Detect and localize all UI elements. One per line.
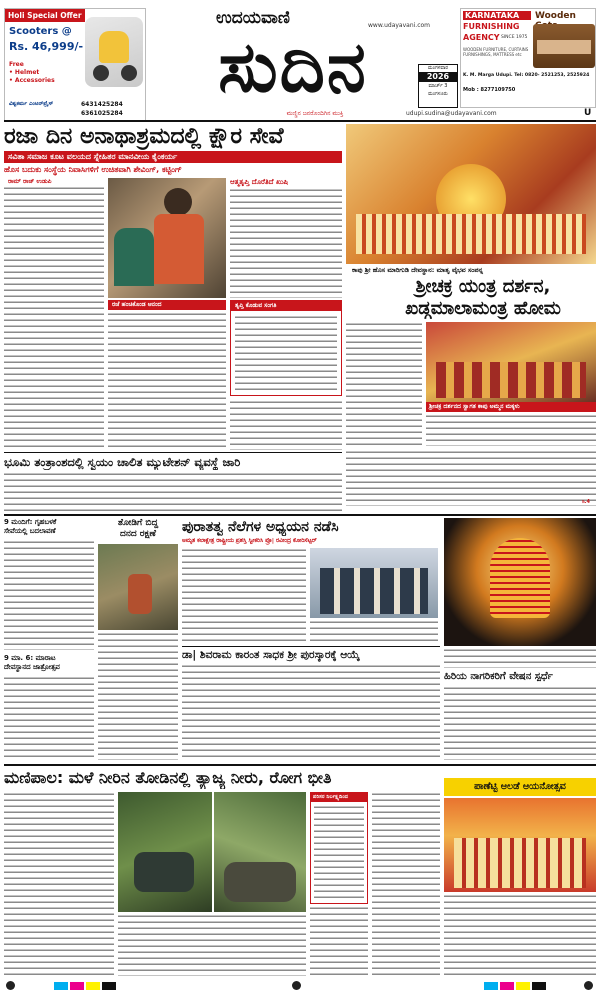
- date-box-year: 2026: [419, 72, 457, 82]
- hiriya-headline[interactable]: ಹಿರಿಯ ನಾಗರಿಕರಿಗೆ ವೇಷನ ಸ್ಪರ್ಧೆ: [444, 671, 553, 682]
- ad-left-scooter[interactable]: [4, 8, 146, 122]
- registration-mark: [292, 981, 301, 990]
- registration-mark: [6, 981, 15, 990]
- left-col-head-1b: ಸೇವೆಯಲ್ಲಿ ಬದಲಾವಣೆ: [4, 527, 56, 535]
- rule-1: [4, 452, 342, 453]
- manipal-body-2: [118, 914, 306, 976]
- ad-left-phone1: 6431425284: [81, 101, 123, 108]
- manipal-photo-1: [118, 792, 212, 912]
- tree-photo: [98, 544, 178, 630]
- temple-kicker: ಕಾಪು ಶ್ರೀ ಹೊಸ ಮಾರಿಗುಡಿ ದೇವಸ್ಥಾನ: ಮಾತೃ ವೈಭವ ಸಂಪನ್ನ: [352, 266, 483, 274]
- ad-right-headline: Wooden: [535, 11, 576, 21]
- lead-quote-body: [230, 188, 342, 298]
- ad-left-dealer: ವಿಶ್ವಕರ್ಮ ಎಂಟರ್‌ಪ್ರೈಸ್: [9, 101, 54, 107]
- masthead-website[interactable]: www.udayavani.com: [368, 22, 431, 29]
- karanth-headline[interactable]: ಡಾ| ಶಿವರಾಮ ಕಾರಂತ ಸಾಧಕ ಶ್ರೀ ಪುರಸ್ಕಾರಕ್ಕೆ ಆಯ್ಕೆ: [182, 649, 360, 661]
- ad-left-phone2: 6361025284: [81, 110, 123, 117]
- masthead-mark: U: [584, 108, 592, 118]
- masthead-rule: [4, 120, 596, 122]
- festival-caption: [444, 648, 596, 668]
- manipal-headline[interactable]: ಮಣಿಪಾಲ: ಮಳೆ ನೀರಿನ ತೋಡಿನಲ್ಲಿ ತ್ಯಾಜ್ಯ ನೀರು, ರೋಗ ಭೀತಿ: [4, 768, 332, 787]
- panetti-photo: [444, 798, 596, 892]
- masthead-brand-small: ಉದಯವಾಣಿ: [216, 8, 290, 28]
- ad-left-product: Scooters @: [9, 26, 72, 37]
- date-box-label: ಮಂಗಳವಾರ: [427, 65, 448, 71]
- ad-right-note: WOODEN FURNITURE, CURTAINS FURNISHINGS, MATTRESS etc: [463, 47, 529, 57]
- manipal-box-head: ಪರಿಸರ ನಿರ್ಲಕ್ಷ್ಯದಿಂದ: [311, 793, 367, 802]
- masthead-email[interactable]: udupi.sudina@udayavani.com: [406, 110, 497, 117]
- panetti-body: [444, 894, 596, 976]
- date-box-place: ಮಂಗಳೂರು: [428, 91, 448, 97]
- left-col-head-2: [4, 654, 94, 672]
- left-col-head-2b: ದೇವಸ್ಥಾನದ ಜಾತ್ರೋತ್ಸವ: [4, 663, 60, 671]
- left-col-head-2a: 9 ಮಾ. 6: ಮಾರಾಟ: [4, 654, 56, 662]
- tree-headline[interactable]: [98, 518, 178, 540]
- left-col-body-2: [4, 676, 94, 760]
- temple-body-2: [426, 414, 596, 446]
- lead-box: [230, 300, 342, 396]
- rule-3: [182, 646, 440, 647]
- purata-body-1: [182, 548, 306, 644]
- ad-left-title: Holi Special Offer: [5, 9, 85, 22]
- registration-mark: [584, 981, 593, 990]
- purata-subhead: ಅಮೃತ ಕಲಾಕ್ಷೇತ್ರ ರಾಷ್ಟ್ರೀಯ ಪ್ರಶಸ್ತಿ ಸ್ವೀಕರಿಸಿ ಪ್ರೊ| ರವೀಂದ್ರ ಕೋರಿಸೆಟ್ಟರ್: [182, 538, 317, 544]
- lead-body-left: [4, 186, 104, 450]
- color-swatch-magenta: [70, 982, 84, 990]
- lead-headline[interactable]: ರಜಾ ದಿನ ಅನಾಥಾಶ್ರಮದಲ್ಲಿ ಕ್ಷೌರ ಸೇವೆ: [4, 124, 284, 149]
- color-swatch-cyan: [54, 982, 68, 990]
- left-col-head-1a: 9 ಮಂದಿಗೆ: ಗೃಹಬಳಕೆ: [4, 518, 57, 526]
- temple-headline-1[interactable]: ಶ್ರೀಚಕ್ರ ಯಂತ್ರ ದರ್ಶನ,: [415, 276, 551, 297]
- purata-photo: [310, 548, 438, 618]
- lead-body-right: [230, 400, 342, 450]
- ad-right-since: SINCE 1975: [501, 35, 528, 40]
- bhumi-headline[interactable]: ಭೂಮಿ ತಂತ್ರಾಂಶದಲ್ಲಿ ಸ್ವಯಂ ಚಾಲಿತ ಮ್ಯುಟೇಶನ್ ವ್ಯವಸ್ಥೆ ಜಾರಿ: [4, 455, 241, 469]
- wooden-cot-image: [533, 24, 595, 68]
- temple-photo: [346, 124, 596, 264]
- manipal-body-3: [310, 906, 368, 976]
- lead-body-middle: [108, 312, 226, 450]
- masthead-brand: ಸುದಿನ: [218, 26, 368, 108]
- ad-right-title1: KARNATAKA: [463, 11, 531, 20]
- temple-body-3: [346, 450, 596, 506]
- temple-photo-2: [426, 322, 596, 402]
- temple-caption: ಶ್ರೀಚಕ್ರ ದರ್ಶನದ ಸ್ವಾಗತ ಕಾಪು ಅಮ್ಮನ ಮಕ್ಕಳು: [426, 402, 596, 412]
- rule-2: [4, 514, 596, 516]
- manipal-box: [310, 792, 368, 904]
- lead-box-head: ತೃಪ್ತಿ ಕೊಡುವ ಸಂಗತಿ: [231, 301, 341, 311]
- lead-quote-head: ಆತ್ಮತೃಪ್ತಿ ದೊರೆತಿದೆ ಖುಷಿ: [230, 178, 289, 186]
- manipal-body-4: [372, 792, 440, 976]
- temple-body-1: [346, 322, 422, 446]
- ad-left-free: Free: [9, 61, 24, 68]
- bhumi-body: [4, 472, 342, 512]
- ad-right-furnishing[interactable]: [460, 8, 596, 108]
- tree-body: [98, 632, 178, 760]
- color-swatch-black: [532, 982, 546, 990]
- manipal-photo-2: [214, 792, 306, 912]
- hiriya-body: [444, 686, 596, 760]
- left-col-head-1: [4, 518, 94, 536]
- color-swatch-yellow: [516, 982, 530, 990]
- ad-left-free-helmet: • Helmet: [9, 69, 40, 76]
- lead-byline: ರಾಮ್ ರಾಜ್ ಉಡುಪಿ: [8, 178, 52, 185]
- panetti-headline[interactable]: ಪಾಣೆಟ್ಟಿ ಆಲಡೆ ಆಯನೋತ್ಸವ: [444, 778, 596, 796]
- ad-right-mobile: Mob : 8277109750: [463, 87, 516, 93]
- ad-right-title2: FURNISHING: [463, 22, 520, 31]
- scooter-image: [85, 17, 143, 87]
- rule-4: [4, 764, 596, 766]
- temple-continue: ಸಿ.4: [582, 499, 591, 505]
- purata-headline[interactable]: ಪುರಾತತ್ವ ನೆಲೆಗಳ ಅಧ್ಯಯನ ನಡೆಸಿ: [182, 519, 339, 535]
- tree-headline-2: ದನದ ರಕ್ಷಣೆ: [120, 529, 156, 539]
- purata-body-2: [310, 620, 438, 644]
- lead-photo-caption: ರಜೆ ಹಂಚಿಕೊಂಡ ಆನಂದ: [108, 300, 226, 310]
- temple-headline-2[interactable]: ಖಡ್ಗಮಾಲಾಮಂತ್ರ ಹೋಮ: [405, 298, 561, 319]
- date-box-day: ಮಾರ್ಚ್ 3: [428, 83, 448, 89]
- left-col-body-1: [4, 540, 94, 650]
- tree-headline-1: ತೋಡಿಗೆ ಬಿದ್ದ: [117, 518, 159, 528]
- manipal-body-1: [4, 792, 114, 976]
- lead-photo-haircut: [108, 178, 226, 298]
- color-swatch-cyan: [484, 982, 498, 990]
- ad-right-title3: AGENCY: [463, 33, 500, 42]
- color-swatch-black: [102, 982, 116, 990]
- masthead-tagline: ಮಣ್ಣಿನ ಜನರೊಂದಿಗಿನ ಮುಕ್ತಿ: [286, 110, 344, 117]
- karanth-body: [182, 664, 440, 760]
- ad-right-address: K. M. Marga Udupi. Tel: 0820- 2521253, 2525924: [463, 73, 590, 78]
- color-swatch-yellow: [86, 982, 100, 990]
- ad-left-price: Rs. 46,999/-: [9, 40, 84, 53]
- date-box: [418, 64, 458, 108]
- lead-subhead-1: ಸವಿತಾ ಸಮಾಜ ಕೂಟ ವಲಯದ ಸ್ನೇಹಿತರ ಮಾನವೀಯ ಕೈಂಕರ್ಯ: [4, 151, 342, 163]
- festival-photo: [444, 518, 596, 646]
- color-swatch-magenta: [500, 982, 514, 990]
- lead-subhead-2: ಹೊಸ ಬದುಕು ಸಂಸ್ಥೆಯ ನಿವಾಸಿಗಳಿಗೆ ಉಚಿತವಾಗಿ ಶೇವಿಂಗ್, ಕಟ್ಟಿಂಗ್: [4, 165, 182, 174]
- ad-left-free-accessories: • Accessories: [9, 77, 55, 84]
